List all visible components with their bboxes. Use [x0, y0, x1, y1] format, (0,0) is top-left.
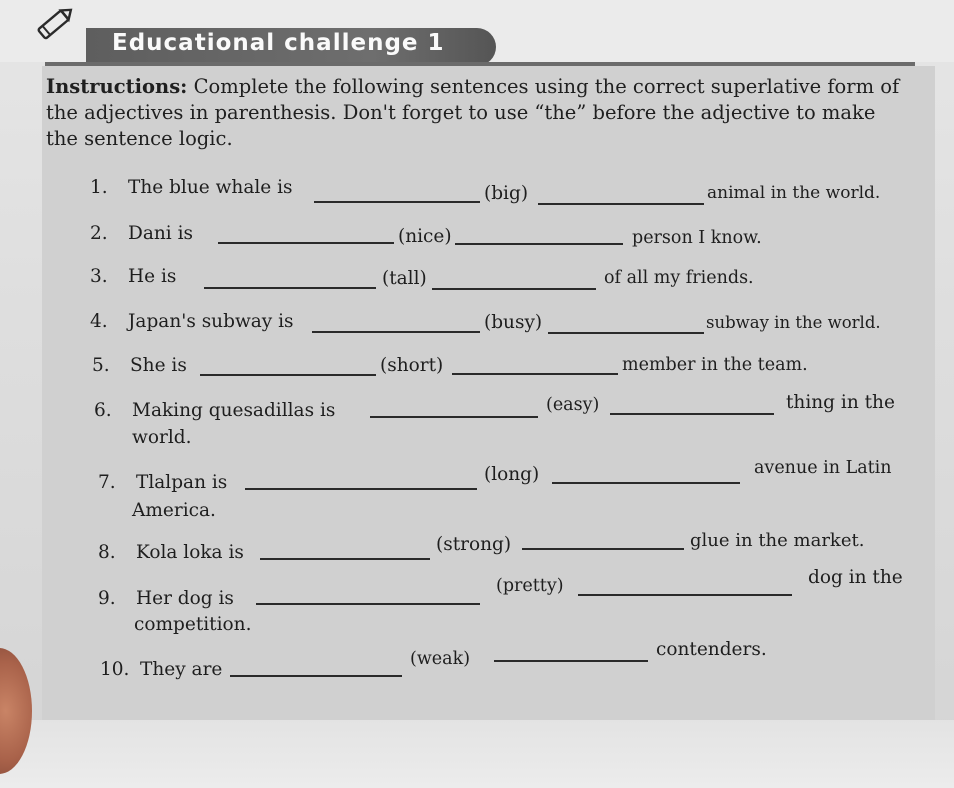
sentence-number: 7.	[98, 472, 116, 493]
sentence-ending-continued: America.	[132, 500, 216, 521]
answer-blank[interactable]	[204, 287, 376, 289]
answer-blank[interactable]	[200, 374, 376, 376]
answer-blank[interactable]	[578, 594, 792, 596]
sentence-subject: They are	[140, 659, 223, 680]
sentence-subject: She is	[130, 355, 187, 376]
sentence-ending: dog in the	[808, 567, 903, 588]
answer-blank[interactable]	[455, 243, 623, 245]
sentence-ending: of all my friends.	[604, 268, 754, 288]
sentence-subject: Making quesadillas is	[132, 400, 336, 421]
answer-blank[interactable]	[256, 603, 480, 605]
answer-blank[interactable]	[370, 416, 538, 418]
sentence-subject: Dani is	[128, 223, 193, 244]
sentence-adjective: (busy)	[484, 312, 543, 333]
sentence-number: 1.	[90, 177, 108, 198]
answer-blank[interactable]	[548, 332, 704, 334]
sentence-subject: Tlalpan is	[136, 472, 228, 493]
instructions-lead: Instructions:	[46, 75, 188, 98]
sentence-ending-continued: world.	[132, 427, 192, 448]
sentence-adjective: (long)	[484, 464, 540, 485]
answer-blank[interactable]	[432, 288, 596, 290]
sentence-subject: Her dog is	[136, 588, 234, 609]
answer-blank[interactable]	[552, 482, 740, 484]
sentence-ending: contenders.	[656, 639, 767, 660]
answer-blank[interactable]	[260, 558, 430, 560]
sentence-number: 2.	[90, 223, 108, 244]
sentence-adjective: (nice)	[398, 226, 452, 247]
sentence-subject: He is	[128, 266, 177, 287]
sentence-number: 5.	[92, 355, 110, 376]
instructions-text: Complete the following sentences using the correct superlative form of the adjectives in parenthesis. Don't forget to use “the” before the adjective to make the sentence logic.	[46, 75, 900, 150]
sentence-ending: animal in the world.	[707, 183, 881, 203]
sentence-ending: glue in the market.	[690, 530, 865, 551]
sentence-ending: subway in the world.	[706, 313, 881, 332]
sentence-number: 9.	[98, 588, 116, 609]
sentence-adjective: (short)	[380, 355, 444, 376]
sentence-number: 3.	[90, 266, 108, 287]
answer-blank[interactable]	[538, 203, 704, 205]
sentence-adjective: (big)	[484, 183, 529, 204]
answer-blank[interactable]	[218, 242, 394, 244]
sentence-number: 6.	[94, 400, 112, 421]
sentence-subject: The blue whale is	[128, 177, 293, 198]
answer-blank[interactable]	[494, 660, 648, 662]
sentence-adjective: (easy)	[546, 395, 600, 415]
answer-blank[interactable]	[245, 488, 477, 490]
sentence-number: 8.	[98, 542, 116, 563]
instructions	[46, 74, 912, 152]
page-title: Educational challenge 1	[112, 30, 445, 56]
answer-blank[interactable]	[610, 413, 774, 415]
sentence-number: 4.	[90, 311, 108, 332]
sentence-number: 10.	[100, 659, 130, 680]
sentence-adjective: (tall)	[382, 268, 427, 289]
sentence-ending-continued: competition.	[134, 614, 252, 635]
answer-blank[interactable]	[314, 201, 480, 203]
page-bottom-band	[0, 720, 954, 788]
answer-blank[interactable]	[230, 675, 402, 677]
sentence-subject: Japan's subway is	[128, 311, 294, 332]
sentence-ending: person I know.	[632, 228, 762, 248]
answer-blank[interactable]	[522, 548, 684, 550]
answer-blank[interactable]	[452, 373, 618, 375]
pencil-icon	[30, 4, 78, 44]
sentence-adjective: (weak)	[410, 649, 471, 669]
answer-blank[interactable]	[312, 331, 480, 333]
sentence-adjective: (strong)	[436, 534, 512, 555]
sentence-ending: member in the team.	[622, 355, 808, 375]
sentence-ending: avenue in Latin	[754, 458, 892, 478]
sentence-subject: Kola loka is	[136, 542, 244, 563]
sentence-adjective: (pretty)	[496, 576, 564, 596]
sentence-ending: thing in the	[786, 392, 895, 413]
